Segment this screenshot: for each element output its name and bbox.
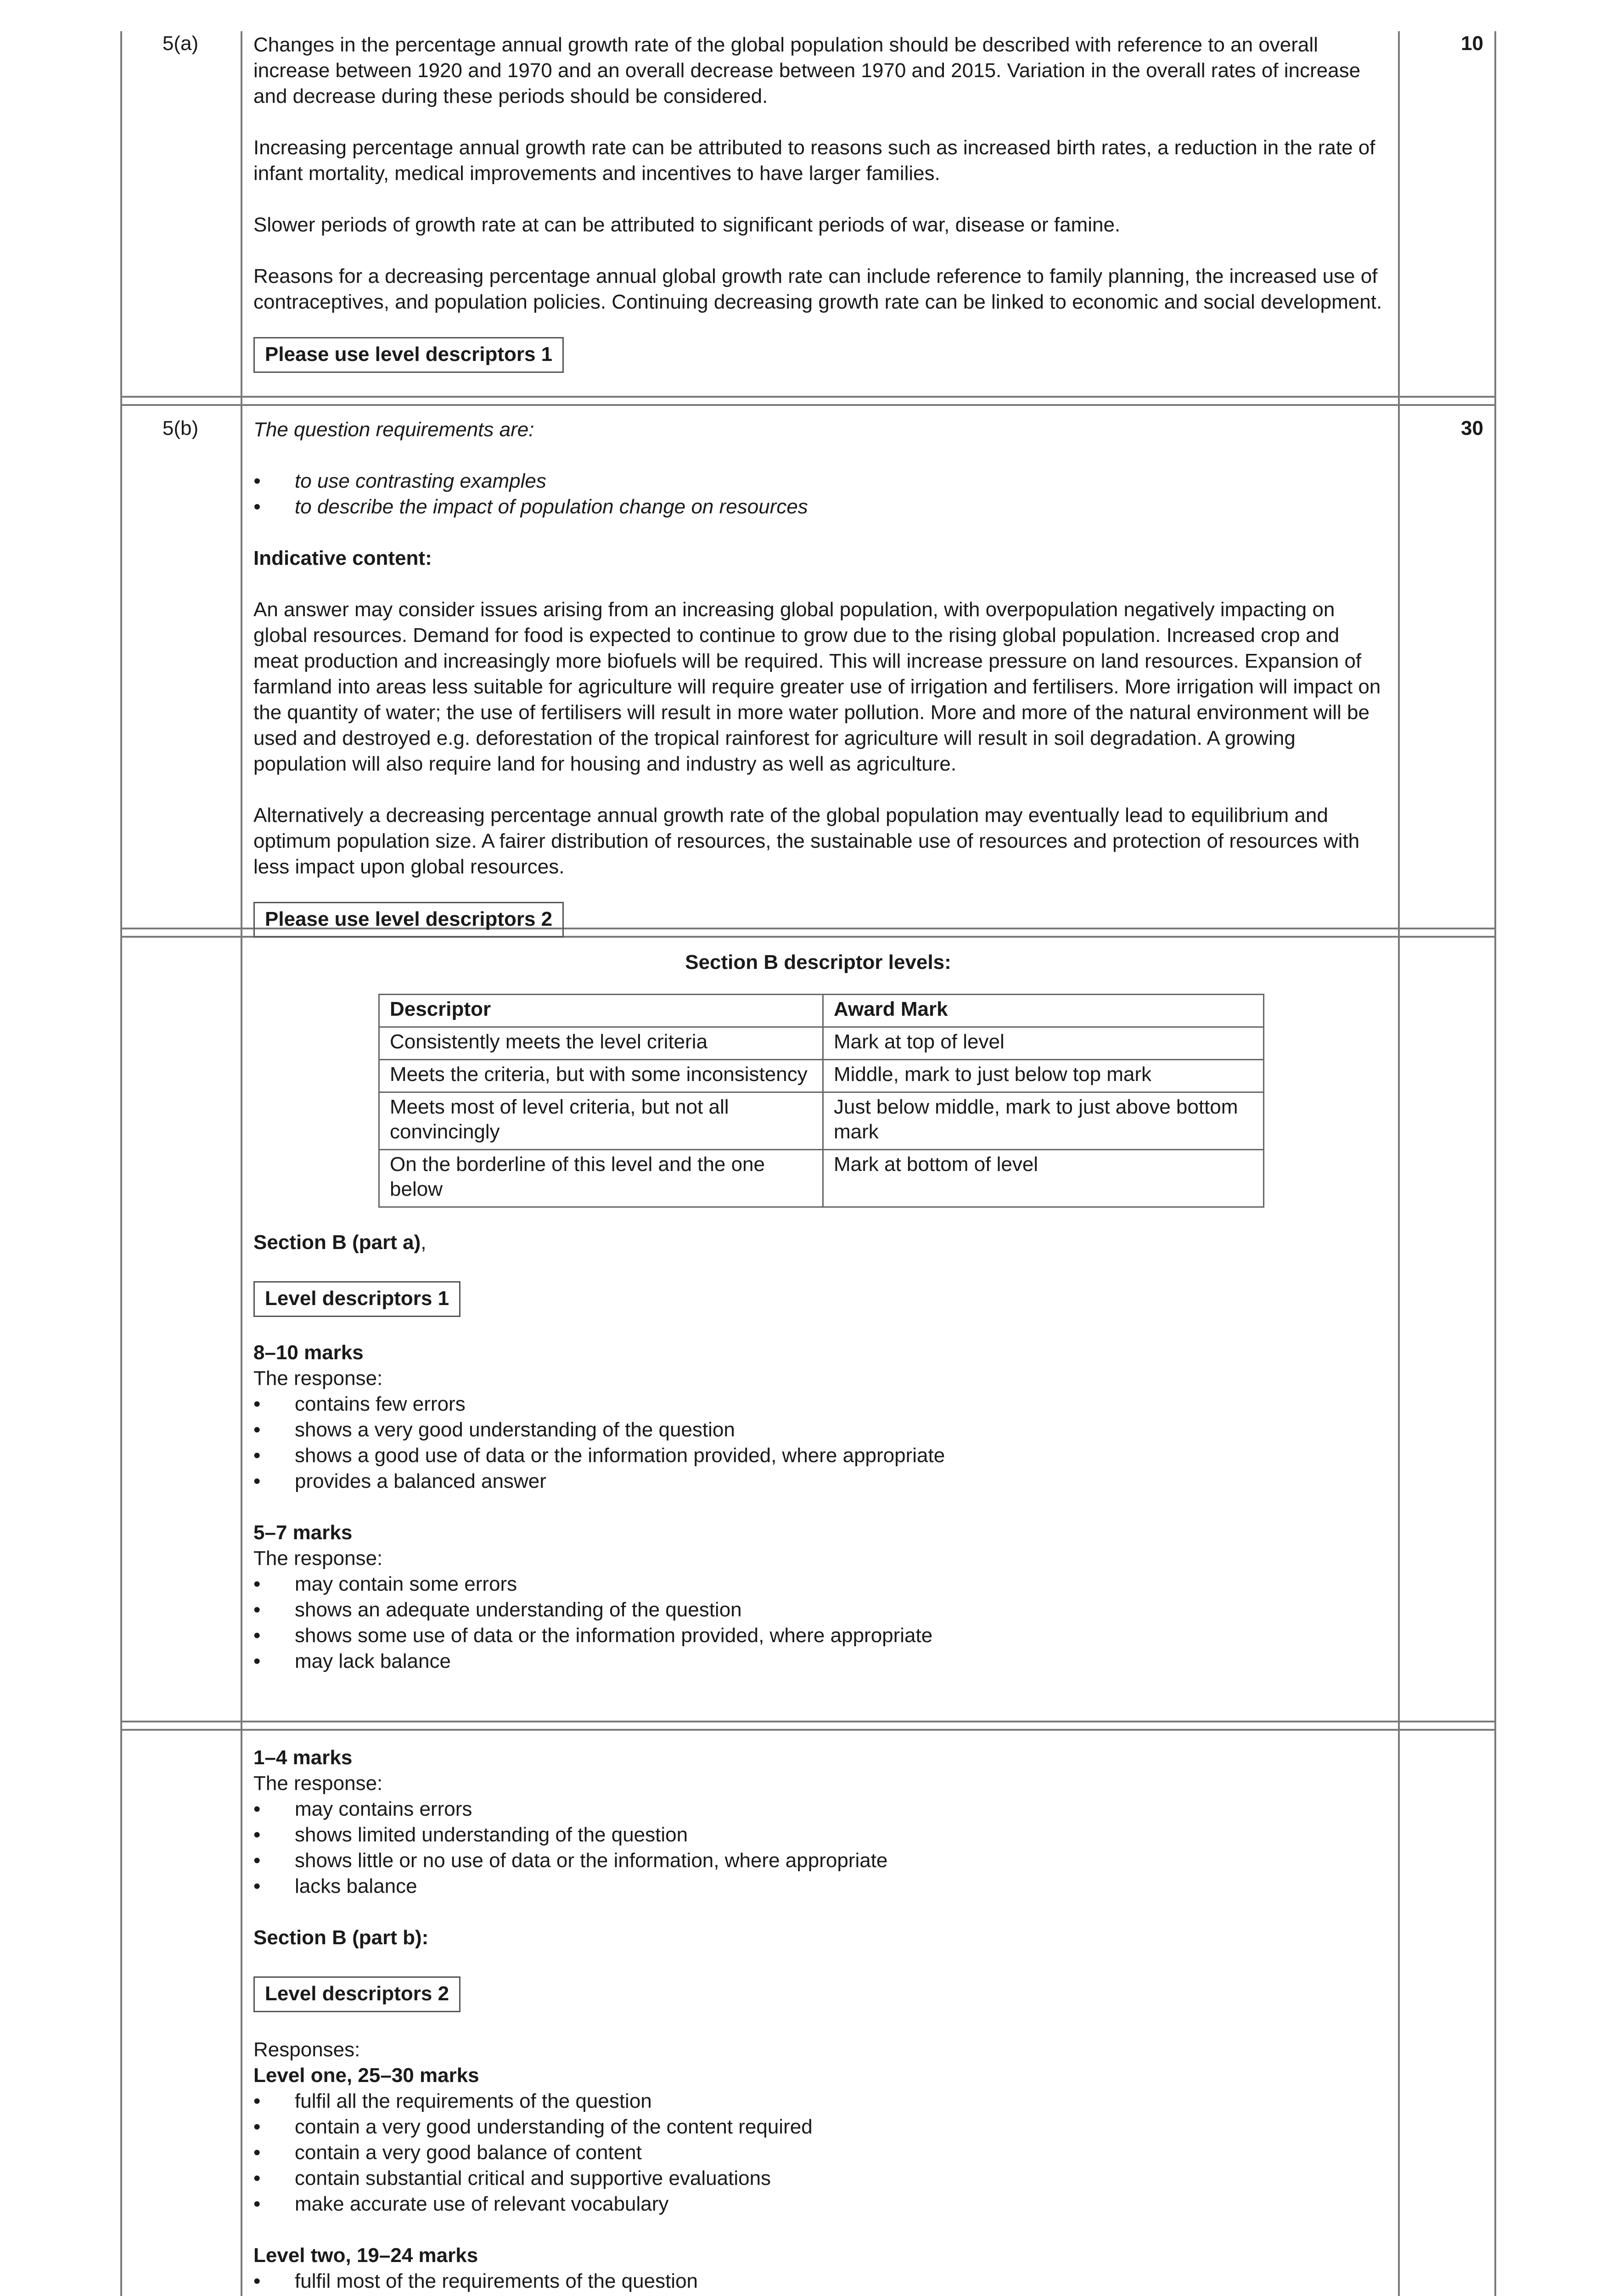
table-border-guidance bbox=[1398, 31, 1400, 2296]
level-heading: Level two, 19–24 marks bbox=[253, 2244, 478, 2267]
level-item: • may contains errors bbox=[253, 1796, 1383, 1822]
level-item: • shows some use of data or the information provided, where appropriate bbox=[253, 1623, 1383, 1649]
level-heading: 8–10 marks bbox=[253, 1341, 364, 1364]
table-cell: Mark at bottom of level bbox=[823, 1150, 1264, 1207]
level-item: • provides a balanced answer bbox=[253, 1469, 1383, 1494]
part-a-heading-line bbox=[253, 1230, 1383, 1255]
q5a-paragraph: Changes in the percentage annual growth rate of the global population should be described with reference to an overall increase between 1920 and 1970 and an overall decrease between 1970 and 2015. Variation in the overall rates of increase and decrease during these periods should be considered. bbox=[253, 34, 1361, 107]
level-item: • fulfil all the requirements of the question bbox=[253, 2088, 1383, 2114]
descriptor-table bbox=[378, 994, 1264, 1208]
table-row bbox=[379, 1092, 1264, 1150]
table-border-right bbox=[1494, 31, 1496, 2296]
level-item: • make accurate use of relevant vocabulary bbox=[253, 2191, 1383, 2217]
table-row bbox=[379, 1060, 1264, 1092]
q5b-guidance bbox=[253, 417, 1383, 938]
table-cell: On the borderline of this level and the one below bbox=[379, 1150, 823, 1207]
question-number: 5(a) bbox=[162, 32, 199, 55]
row-divider bbox=[120, 1729, 1496, 1731]
table-row bbox=[379, 1150, 1264, 1207]
question-number: 5(b) bbox=[162, 417, 199, 439]
table-cell: Just below middle, mark to just above bottom mark bbox=[823, 1092, 1264, 1150]
table-cell: Mark at top of level bbox=[823, 1027, 1264, 1060]
row-divider bbox=[120, 404, 1496, 406]
part-a-heading: Section B (part a) bbox=[253, 1231, 421, 1254]
table-row bbox=[379, 1027, 1264, 1060]
table-cell: Meets most of level criteria, but not all convincingly bbox=[379, 1092, 823, 1150]
level-item bbox=[253, 2294, 1383, 2296]
level-item: • contains few errors bbox=[253, 1391, 1383, 1417]
level-intro: The response: bbox=[253, 1547, 383, 1570]
level-item: • contain a very good understanding of the content required bbox=[253, 2114, 1383, 2140]
level-descriptors-2-box: Level descriptors 2 bbox=[253, 1976, 460, 2012]
question-marks: 10 bbox=[1461, 32, 1483, 55]
table-header: Award Mark bbox=[823, 995, 1264, 1027]
row-divider bbox=[120, 1721, 1496, 1722]
level-descriptor-reference-box: Please use level descriptors 1 bbox=[253, 337, 564, 373]
level-item: • lacks balance bbox=[253, 1874, 1383, 1899]
q5b-paragraph: An answer may consider issues arising from an increasing global population, with overpopulation negatively impacting on global resources. Demand for food is expected to continue to grow due to the rising global population. Increased crop and meat production and increasingly more biofuels will be required. This will increase pressure on land resources. Expansion of farmland into areas less suitable for agriculture will require greater use of irrigation and fertilisers. More irrigation will impact on the quantity of water; the use of fertilisers will result in more water pollution. More and more of the natural environment will be used and destroyed e.g. deforestation of the tropical rainforest for agriculture will result in soil degradation. A growing population will also require land for housing and industry as well as agriculture. bbox=[253, 598, 1381, 775]
requirements-intro: The question requirements are: bbox=[253, 418, 534, 441]
level-item: • shows limited understanding of the question bbox=[253, 1822, 1383, 1848]
level-item: • shows a very good understanding of the question bbox=[253, 1417, 1383, 1443]
level-item: • may contain some errors bbox=[253, 1571, 1383, 1597]
level-item: • shows a good use of data or the information provided, where appropriate bbox=[253, 1443, 1383, 1469]
level-heading: 1–4 marks bbox=[253, 1746, 353, 1769]
q5b-paragraph: Alternatively a decreasing percentage annual growth rate of the global population may eventually lead to equilibrium and optimum population size. A fairer distribution of resources, the sustainable use of resources and protection of resources with less impact upon global resources. bbox=[253, 804, 1360, 878]
level-descriptor-reference-box: Please use level descriptors 2 bbox=[253, 902, 564, 938]
row-divider bbox=[120, 396, 1496, 398]
responses-label: Responses: bbox=[253, 2038, 360, 2061]
q5a-guidance bbox=[253, 32, 1383, 373]
part-a-suffix: , bbox=[421, 1231, 427, 1254]
q5a-paragraph: Slower periods of growth rate at can be attributed to significant periods of war, disease or famine. bbox=[253, 214, 1121, 236]
requirement-item: • to use contrasting examples bbox=[253, 468, 1383, 494]
part-b-heading: Section B (part b): bbox=[253, 1926, 429, 1949]
indicative-content-heading: Indicative content: bbox=[253, 547, 432, 569]
level-descriptors-1-box: Level descriptors 1 bbox=[253, 1281, 460, 1317]
table-border-left bbox=[120, 31, 122, 2296]
table-border-question bbox=[241, 31, 242, 2296]
level-intro: The response: bbox=[253, 1367, 383, 1390]
level-heading: 5–7 marks bbox=[253, 1521, 353, 1544]
q5a-paragraph: Increasing percentage annual growth rate can be attributed to reasons such as increased birth rates, a reduction in the rate of infant mortality, medical improvements and incentives to have larger families. bbox=[253, 136, 1375, 185]
section-b-title: Section B descriptor levels: bbox=[685, 951, 951, 974]
table-cell: Meets the criteria, but with some inconsistency bbox=[379, 1060, 823, 1092]
level-item: • shows an adequate understanding of the question bbox=[253, 1597, 1383, 1623]
table-header-row bbox=[379, 995, 1264, 1027]
level-item: • may lack balance bbox=[253, 1649, 1383, 1674]
q5a-paragraph: Reasons for a decreasing percentage annual global growth rate can include reference to family planning, the increased use of contraceptives, and population policies. Continuing decreasing growth rate can be linked to economic and social development. bbox=[253, 265, 1382, 313]
table-header: Descriptor bbox=[379, 995, 823, 1027]
section-b-descriptors bbox=[253, 950, 1383, 1674]
level-item: • contain a very good balance of content bbox=[253, 2140, 1383, 2166]
table-cell: Consistently meets the level criteria bbox=[379, 1027, 823, 1060]
table-cell: Middle, mark to just below top mark bbox=[823, 1060, 1264, 1092]
level-heading: Level one, 25–30 marks bbox=[253, 2064, 479, 2087]
section-b-continued bbox=[253, 1745, 1383, 2296]
level-item: • fulfil most of the requirements of the question bbox=[253, 2268, 1383, 2294]
level-item: • contain substantial critical and supportive evaluations bbox=[253, 2166, 1383, 2191]
level-item: • shows little or no use of data or the information, where appropriate bbox=[253, 1848, 1383, 1874]
requirement-item: • to describe the impact of population change on resources bbox=[253, 494, 1383, 520]
level-intro: The response: bbox=[253, 1772, 383, 1795]
question-marks: 30 bbox=[1461, 417, 1483, 439]
